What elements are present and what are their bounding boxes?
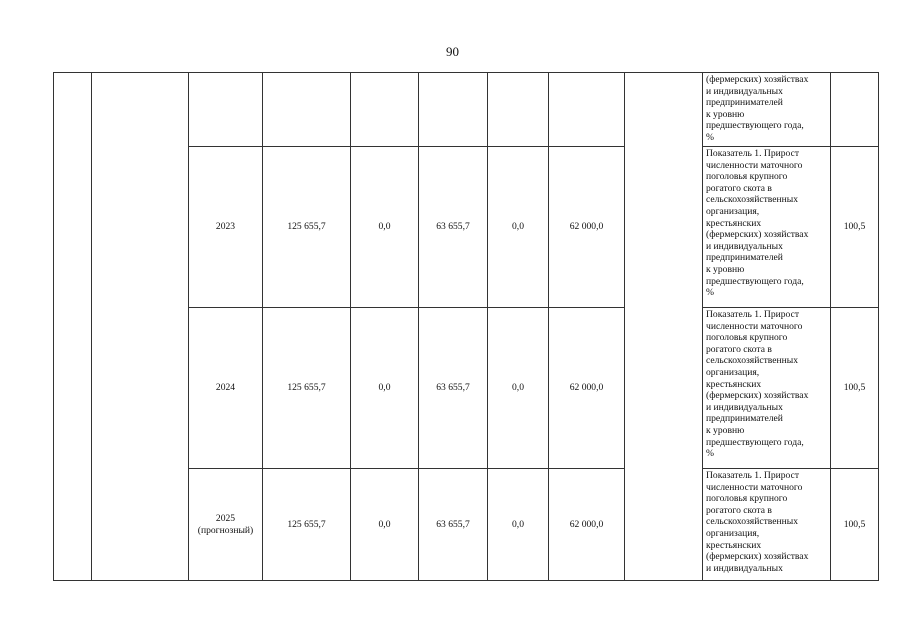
regional-cell: 63 655,7 (419, 469, 488, 581)
extra-budget-cell: 62 000,0 (549, 469, 625, 581)
year-cell: 2025 (прогнозный) (189, 469, 263, 581)
indicator-value-cell: 100,5 (831, 469, 879, 581)
federal-cell: 0,0 (351, 469, 419, 581)
local-cell: 0,0 (488, 469, 549, 581)
year-cell (189, 73, 263, 147)
program-table (53, 72, 879, 581)
indicator-text: (фермерских) хозяйствах и индивидуальных предпринимателей к уровню предшествующего года, % (706, 74, 809, 143)
total-cell: 125 655,7 (263, 147, 351, 308)
extra-budget-cell: 62 000,0 (549, 147, 625, 308)
year-cell: 2023 (189, 147, 263, 308)
local-cell: 0,0 (488, 308, 549, 469)
name-cell (92, 73, 189, 581)
table-row-continuation (54, 73, 879, 147)
number-cell (54, 73, 92, 581)
responsible-cell (625, 73, 703, 581)
indicator-value-cell: 100,5 (831, 308, 879, 469)
extra-budget-cell (549, 73, 625, 147)
total-cell: 125 655,7 (263, 308, 351, 469)
federal-cell (351, 73, 419, 147)
regional-cell: 63 655,7 (419, 147, 488, 308)
federal-cell: 0,0 (351, 147, 419, 308)
indicator-text: Показатель 1. Прирост численности маточного поголовья крупного рогатого скота в сельскохозяйственных организация, крестьянских (фермерских) хозяйствах и индивидуальных предпринимателей к уровню предшествующего года, % (706, 148, 809, 299)
indicator-value-cell: 100,5 (831, 147, 879, 308)
indicator-cell (703, 308, 831, 469)
local-cell (488, 73, 549, 147)
total-cell: 125 655,7 (263, 469, 351, 581)
total-cell (263, 73, 351, 147)
indicator-text: Показатель 1. Прирост численности маточного поголовья крупного рогатого скота в сельскохозяйственных организация, крестьянских (фермерских) хозяйствах и индивидуальных предпринимателей к уровню предшествующего года, % (706, 309, 809, 460)
extra-budget-cell: 62 000,0 (549, 308, 625, 469)
indicator-cell (703, 469, 831, 581)
year-cell: 2024 (189, 308, 263, 469)
indicator-cell (703, 73, 831, 147)
federal-cell: 0,0 (351, 308, 419, 469)
page-number: 90 (446, 44, 459, 59)
indicator-text: Показатель 1. Прирост численности маточного поголовья крупного рогатого скота в сельскохозяйственных организация, крестьянских (фермерских) хозяйствах и индивидуальных (706, 470, 809, 574)
indicator-cell (703, 147, 831, 308)
regional-cell (419, 73, 488, 147)
indicator-value-cell (831, 73, 879, 147)
regional-cell: 63 655,7 (419, 308, 488, 469)
local-cell: 0,0 (488, 147, 549, 308)
